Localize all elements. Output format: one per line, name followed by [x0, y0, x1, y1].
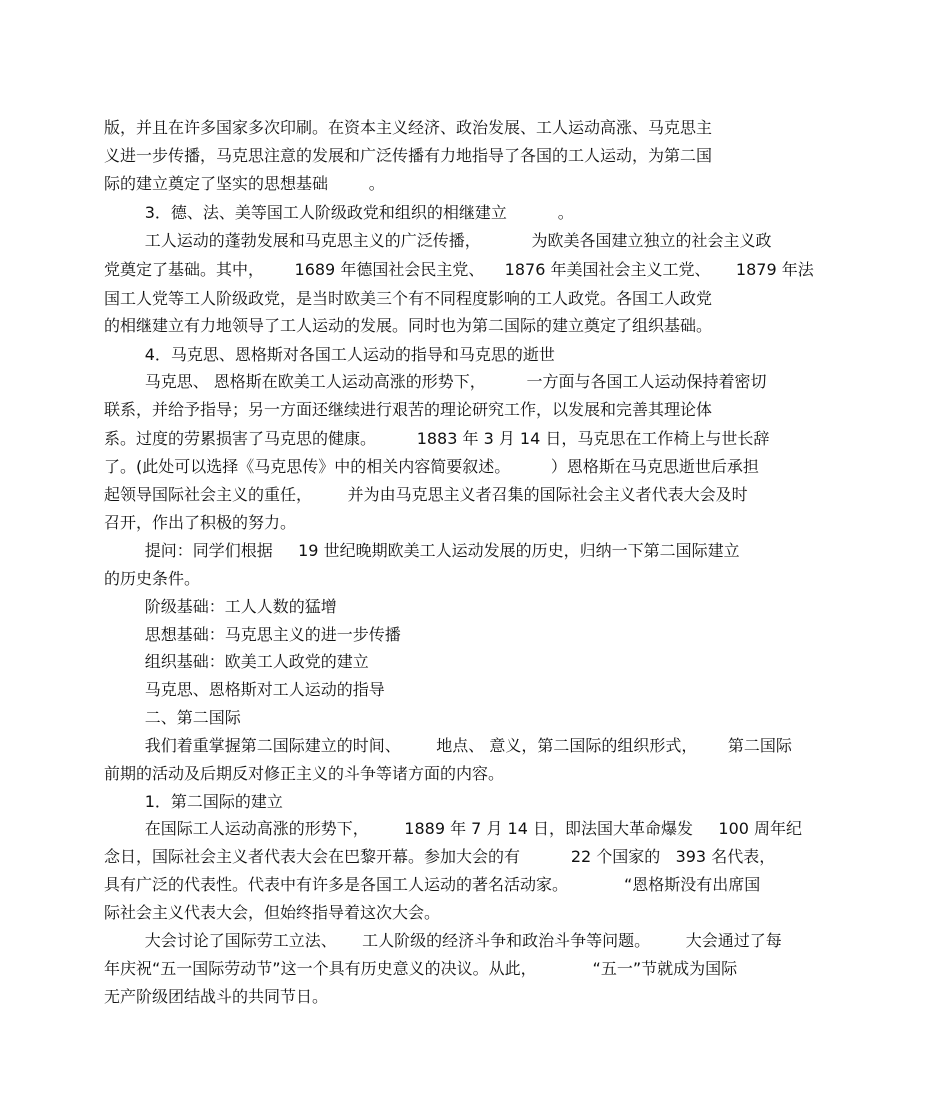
text-line: 起领导国际社会主义的重任， 并为由马克思主义者召集的国际社会主义者代表大会及时 — [104, 485, 748, 504]
text-line: 义进一步传播，马克思注意的发展和广泛传播有力地指导了各国的工人运动，为第二国 — [104, 146, 713, 165]
text-line: 国工人党等工人阶级政党，是当时欧美三个有不同程度影响的工人政党。各国工人政党 — [104, 289, 713, 308]
text-line: 召开，作出了积极的努力。 — [104, 513, 297, 532]
text-line: 二、第二国际 — [104, 708, 241, 727]
text-line: 念日，国际社会主义者代表大会在巴黎开幕。参加大会的有 22 个国家的 393 名代表， — [104, 847, 776, 866]
text-line: 我们着重掌握第二国际建立的时间、 地点、 意义，第二国际的组织形式， 第二国际 — [104, 736, 792, 755]
text-line: 无产阶级团结战斗的共同节日。 — [104, 987, 329, 1006]
text-line: 大会讨论了国际劳工立法、 工人阶级的经济斗争和政治斗争等问题。 大会通过了每 — [104, 931, 782, 950]
text-line: 联系，并给予指导；另一方面还继续进行艰苦的理论研究工作，以发展和完善其理论体 — [104, 400, 713, 419]
text-line: 版，并且在许多国家多次印刷。在资本主义经济、政治发展、工人运动高涨、马克思主 — [104, 118, 713, 137]
text-line: 际社会主义代表大会，但始终指导着这次大会。 — [104, 903, 441, 922]
text-line: 际的建立奠定了坚实的思想基础 。 — [104, 174, 385, 193]
text-line: 马克思、恩格斯对工人运动的指导 — [104, 680, 385, 699]
text-line: 1．第二国际的建立 — [104, 792, 283, 811]
text-line: 的历史条件。 — [104, 569, 201, 588]
text-line: 前期的活动及后期反对修正主义的斗争等诸方面的内容。 — [104, 764, 505, 783]
text-line: 年庆祝“五一国际劳动节”这一个具有历史意义的决议。从此， “五一”节就成为国际 — [104, 959, 738, 978]
text-line: 党奠定了基础。其中， 1689 年德国社会民主党、 1876 年美国社会主义工党、 1879 年法 — [104, 260, 814, 279]
text-line: 提问：同学们根据 19 世纪晚期欧美工人运动发展的历史，归纳一下第二国际建立 — [104, 541, 740, 560]
text-line: 工人运动的蓬勃发展和马克思主义的广泛传播， 为欧美各国建立独立的社会主义政 — [104, 231, 772, 250]
text-line: 3．德、法、美等国工人阶级政党和组织的相继建立 。 — [104, 203, 574, 222]
text-line: 了。(此处可以选择《马克思传》中的相关内容简要叙述。 ）恩格斯在马克思逝世后承担 — [104, 457, 759, 476]
text-line: 系。过度的劳累损害了马克思的健康。 1883 年 3 月 14 日，马克思在工作椅上与世长辞 — [104, 429, 770, 448]
text-line: 思想基础：马克思主义的进一步传播 — [104, 625, 401, 644]
text-line: 4．马克思、恩格斯对各国工人运动的指导和马克思的逝世 — [104, 345, 555, 364]
text-line: 阶级基础：工人人数的猛增 — [104, 597, 337, 616]
text-line: 具有广泛的代表性。代表中有许多是各国工人运动的著名活动家。 “恩格斯没有出席国 — [104, 875, 761, 894]
text-line: 组织基础：欧美工人政党的建立 — [104, 652, 369, 671]
text-line: 马克思、 恩格斯在欧美工人运动高涨的形势下， 一方面与各国工人运动保持着密切 — [104, 372, 767, 391]
text-line: 在国际工人运动高涨的形势下， 1889 年 7 月 14 日，即法国大革命爆发 100 周年纪 — [104, 819, 803, 838]
text-line: 的相继建立有力地领导了工人运动的发展。同时也为第二国际的建立奠定了组织基础。 — [104, 316, 713, 335]
